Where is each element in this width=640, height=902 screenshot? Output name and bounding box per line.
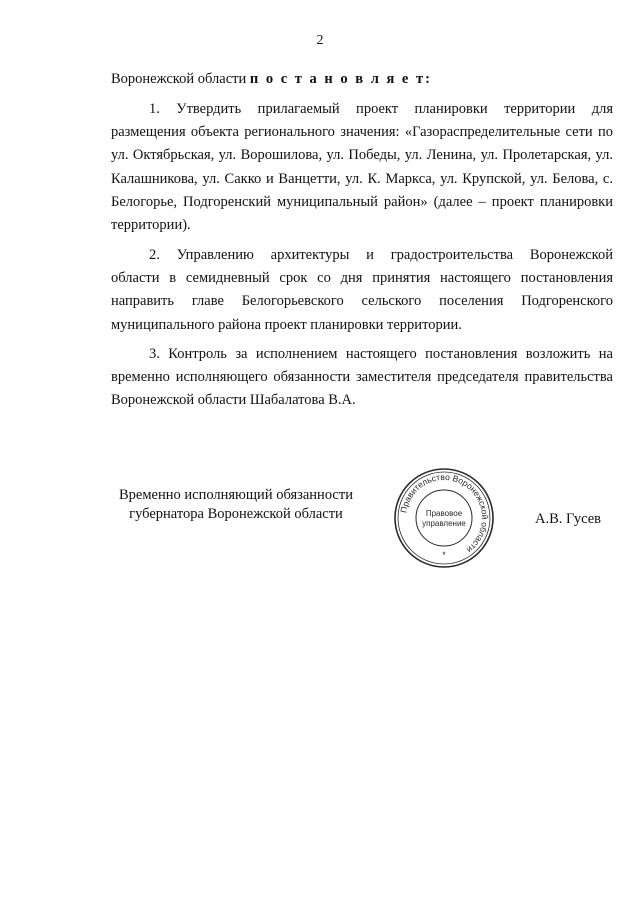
paragraph-1-first-line [111,98,613,121]
paragraph-3-first-line [111,343,613,366]
paragraph-2-body: области в семидневный срок со дня принятия настоящего постановления направить главе Белогорьевского сельского поселения Подгоренского муниципального района проект планировки территории. [111,270,613,333]
paragraph-1-line1-text: 1. Утвердить прилагаемый проект планировки территории для [149,101,613,117]
paragraph-2 [111,244,613,337]
intro-prefix: Воронежской области [111,71,247,87]
paragraph-3-line1-text: 3. Контроль за исполнением настоящего постановления возложить на [149,346,613,362]
signer-name: А.В. Гусев [535,511,601,527]
seal-star-icon: * [442,550,446,560]
seal-stamp [392,466,496,570]
intro-line [111,71,432,88]
paragraph-2-line1-text: 2. Управлению архитектуры и градостроительства Воронежской [149,247,613,263]
paragraph-1 [111,98,613,237]
paragraph-3 [111,343,613,413]
signer-title [105,486,367,524]
signer-title-line1: Временно исполняющий обязанности [119,487,353,503]
seal-ring-textpath: Правительство Воронежской области [398,471,491,556]
paragraph-2-first-line [111,244,613,267]
paragraph-1-body: размещения объекта регионального значения: «Газораспределительные сети по ул. Октябрьская, ул. Ворошилова, ул. Победы, ул. Ленина, ул. Пролетарская, ул. Калашникова, ул. Сакко и Ванцетти, ул. К. Маркса, ул. Крупской, ул. Белова, с. Белогорье, Подгоренский муниципальный район» (далее – проект планировки территории). [111,124,613,234]
page-number: 2 [316,33,324,48]
intro-keyword: п о с т а н о в л я е т: [249,71,432,87]
signer-title-line2: губернатора Воронежской области [129,506,343,522]
seal-center-line1: Правовое [425,509,463,518]
seal-center-line2: управление [422,519,466,528]
paragraph-3-body: временно исполняющего обязанности заместителя председателя правительства Воронежской области Шабалатова В.А. [111,369,613,409]
